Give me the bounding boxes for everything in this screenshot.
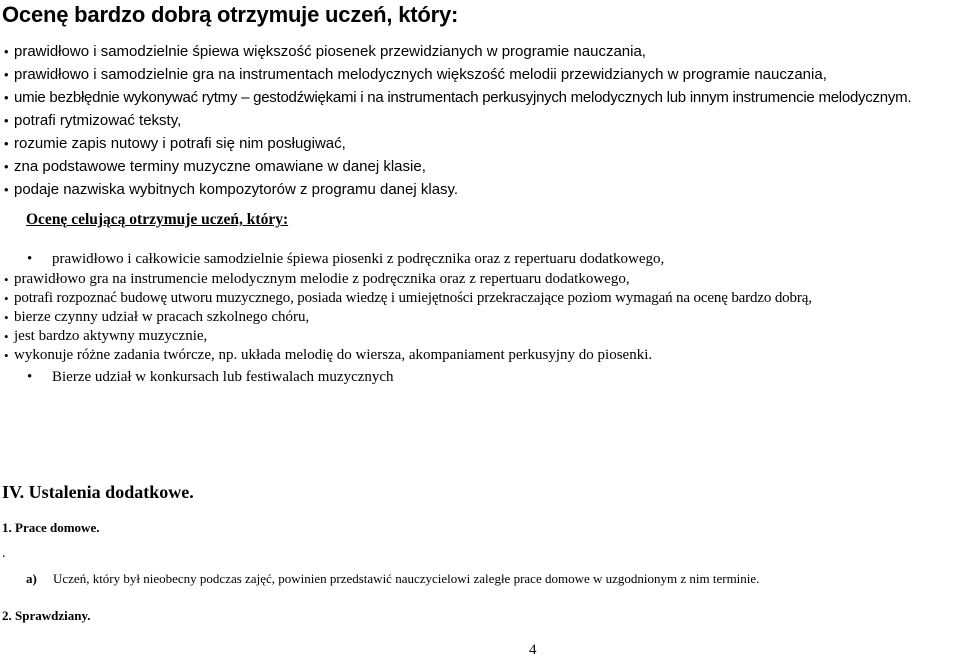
list-item-text: prawidłowo gra na instrumencie melodycznym melodie z podręcznika oraz z repertuaru dodatkowego, xyxy=(14,271,630,287)
list-bardzo-dobra xyxy=(2,42,960,203)
bullet-icon: • xyxy=(4,90,9,105)
bullet-icon: • xyxy=(4,329,9,344)
list-item-text: rozumie zapis nutowy i potrafi się nim posługiwać, xyxy=(14,135,346,152)
page-number: 4 xyxy=(529,642,537,658)
bullet-icon: • xyxy=(4,113,9,128)
bullet-icon: • xyxy=(4,67,9,82)
bullet-icon: • xyxy=(4,310,9,325)
list-marker: a) xyxy=(26,571,37,586)
bullet-icon: • xyxy=(4,159,9,174)
subsection-heading: 1. Prace domowe. xyxy=(2,520,100,535)
list-item xyxy=(2,42,960,65)
list-item-text: prawidłowo i samodzielnie śpiewa większość piosenek przewidzianych w programie nauczania, xyxy=(14,43,646,60)
heading-bardzo-dobra: Ocenę bardzo dobrą otrzymuje uczeń, który: xyxy=(2,2,459,27)
subsection-heading: 2. Sprawdziany. xyxy=(2,608,91,623)
list-item xyxy=(2,65,960,88)
bullet-icon: • xyxy=(4,182,9,197)
list-item-text: prawidłowo i całkowicie samodzielnie śpiewa piosenki z podręcznika oraz z repertuaru dodatkowego, xyxy=(52,251,665,267)
bullet-icon: • xyxy=(4,272,9,287)
list-item xyxy=(2,88,960,111)
section-heading: IV. Ustalenia dodatkowe. xyxy=(2,482,194,502)
bullet-icon: • xyxy=(4,348,9,363)
list-item-text: potrafi rozpoznać budowę utworu muzycznego, posiada wiedzę i umiejętności przekraczające poziom wymagań na ocenę bardzo dobrą, xyxy=(14,290,812,306)
bullet-icon: • xyxy=(4,44,9,59)
list-item-text: prawidłowo i samodzielnie gra na instrumentach melodycznych większość melodii przewidzianych w programie nauczania, xyxy=(14,66,827,83)
heading-celujaca: Ocenę celującą otrzymuje uczeń, który: xyxy=(26,211,289,228)
list-item-text: potrafi rytmizować teksty, xyxy=(14,112,182,129)
bullet-icon: • xyxy=(27,251,33,267)
list-item xyxy=(2,157,960,180)
list-item xyxy=(2,134,960,157)
list-item-text: jest bardzo aktywny muzycznie, xyxy=(14,328,208,344)
bullet-icon: • xyxy=(4,291,9,306)
stray-period: . xyxy=(2,546,6,561)
list-item-text: bierze czynny udział w pracach szkolnego chóru, xyxy=(14,309,310,325)
list-item-text: Uczeń, który był nieobecny podczas zajęć, powinien przedstawić nauczycielowi zaległe prace domowe w uzgodnionym z nim terminie. xyxy=(53,571,760,586)
bullet-icon: • xyxy=(27,369,33,385)
bullet-icon: • xyxy=(4,136,9,151)
list-item xyxy=(2,111,960,134)
list-item-text: zna podstawowe terminy muzyczne omawiane w danej klasie, xyxy=(14,158,426,175)
list-item-text: Bierze udział w konkursach lub festiwalach muzycznych xyxy=(52,369,394,385)
list-item xyxy=(2,180,960,203)
list-item-text: wykonuje różne zadania twórcze, np. układa melodię do wiersza, akompaniament perkusyjny do piosenki. xyxy=(14,347,653,363)
list-item-text: umie bezbłędnie wykonywać rytmy – gestodźwiękami i na instrumentach perkusyjnych melodycznych lub innym instrumencie melodycznym. xyxy=(14,89,912,106)
list-item-text: podaje nazwiska wybitnych kompozytorów z programu danej klasy. xyxy=(14,181,459,198)
